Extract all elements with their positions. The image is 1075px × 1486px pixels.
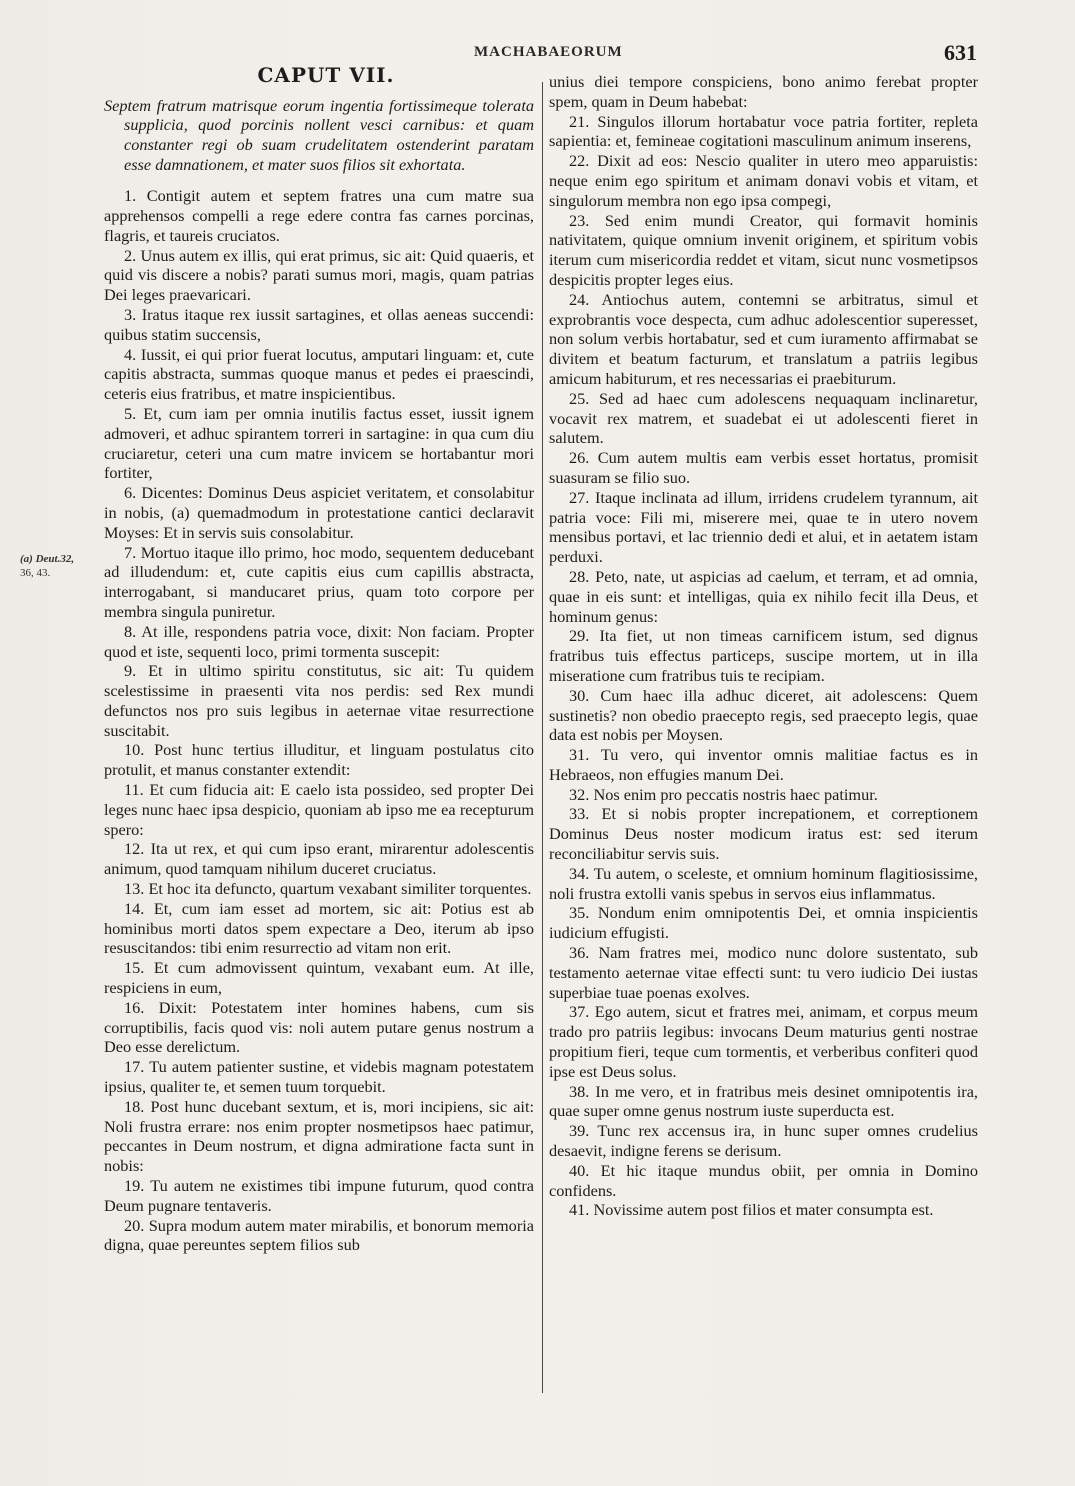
verse	[549, 1082, 978, 1122]
verse-number: 35.	[569, 903, 590, 923]
verse-number: 39.	[569, 1121, 590, 1141]
verse-text: Iussit, ei qui prior fuerat locutus, amputari linguam: et, cute capitis abstracta, summas quoque manus et pedes ei praescindi, ceteris eius fratribus, et matre inspicientibus.	[104, 344, 534, 404]
verse-number: 23.	[569, 210, 590, 230]
verse	[549, 1200, 978, 1220]
marginal-note-detail: 36, 43.	[20, 567, 51, 579]
verse-number: 29.	[569, 626, 590, 646]
verse-number: 11.	[124, 780, 144, 800]
verse-text: Nam fratres mei, modico nunc dolore sustentato, sub testamento aeternae vitae effecti sunt: tu vero iudicio Dei iustas superbiae tuae poenas exolves.	[549, 943, 978, 1002]
verse-text: Tu autem patienter sustine, et videbis magnam potestatem ipsius, qualiter te, et semen tuum torquebit.	[104, 1057, 534, 1097]
right-verse-list	[549, 112, 978, 1221]
verse	[549, 1002, 978, 1081]
verse-number: 14.	[124, 898, 145, 918]
verse-text: Dixit: Potestatem inter homines habens, cum sis corruptibilis, facis quod vis: noli autem putare genus nostrum a Deo esse derelictum.	[104, 997, 534, 1057]
verse-number: 7.	[124, 542, 137, 562]
verse-number: 21.	[569, 111, 590, 131]
verse-number: 15.	[124, 958, 145, 978]
verse-number: 27.	[569, 487, 590, 507]
verse-text: Et hoc ita defuncto, quartum vexabant similiter torquentes.	[148, 879, 532, 899]
verse	[104, 958, 534, 998]
verse-number: 37.	[569, 1002, 590, 1022]
verse	[104, 543, 534, 622]
verse	[549, 804, 978, 863]
verse-text: Tu vero, qui inventor omnis malitiae factus es in Hebraeos, non effugies manum Dei.	[549, 745, 978, 784]
verse	[549, 290, 978, 389]
verse-text: Ego autem, sicut et fratres mei, animam, et corpus meum trado pro patriis legibus: invocans Deum maturius genti nostrae propitium fieri, teque cum tormentis, et verberibus confiteri quod ipse est Deus solus.	[549, 1002, 979, 1081]
verse	[549, 567, 978, 626]
verse-number: 19.	[124, 1176, 145, 1196]
verse-text: Sed enim mundi Creator, qui formavit hominis nativitatem, quique omnium invenit originem, et spiritum vobis iterum cum misericordia reddet et vitam, sicut nunc vosmetipsos despicitis propter leges eius.	[549, 210, 978, 289]
left-column	[104, 63, 535, 1255]
verse	[549, 389, 978, 448]
verse-text: Et in ultimo spiritu constitutus, sic ait: Tu quidem scelestissime in praesenti vita nos perdis: sed Rex mundi defunctos nos pro suis legibus in aeternae vitae resurrectione suscitabit.	[104, 661, 534, 740]
verse	[104, 1216, 534, 1256]
verse-number: 6.	[124, 483, 137, 503]
verse-text: Et si nobis propter increpationem, et correptionem Dominus Deus noster modicum iratus est: sed iterum reconciliabitur servis suis.	[549, 804, 978, 864]
verse-number: 28.	[569, 566, 590, 586]
verse-number: 2.	[124, 245, 137, 265]
verse-text: Et, cum iam per omnia inutilis factus esset, iussit ignem admoveri, et adhuc spirantem torreri in sartagine: in qua cum diu cruciaretur, ceteri una cum matre invicem se hortabantur mori fortiter,	[104, 403, 534, 483]
right-column	[549, 72, 978, 1220]
verse	[104, 622, 534, 662]
verse	[549, 1121, 978, 1161]
verse-text: Peto, nate, ut aspicias ad caelum, et terram, et ad omnia, quae in eis sunt: et intelligas, quia ex nihilo fecit illa Deus, et hominum genus:	[549, 566, 978, 626]
verse-number: 34.	[569, 863, 590, 883]
chapter-title: CAPUT VII.	[257, 63, 395, 87]
verse-number: 33.	[569, 804, 590, 824]
marginal-note	[20, 552, 74, 580]
verse	[104, 998, 534, 1057]
verse-number: 36.	[569, 943, 590, 963]
verse-number: 41.	[569, 1200, 590, 1220]
verse-number: 18.	[124, 1096, 145, 1116]
verse-number: 5.	[124, 403, 137, 423]
verse	[549, 903, 978, 943]
verse	[549, 864, 978, 904]
verse-text: Mortuo itaque illo primo, hoc modo, sequentem deducebant ad illudendum: et, cute capitis eius cum capillis abstracta, interrogabant, si manducaret prius, quam toto corpore per membra singula puniretur.	[104, 542, 534, 621]
verse-number: 4.	[124, 344, 137, 364]
verse-text: Tu autem ne existimes tibi impune futurum, quod contra Deum pugnare tentaveris.	[104, 1176, 534, 1215]
chapter-summary: Septem fratrum matrisque eorum ingentia fortissimeque tolerata supplicia, quod porcinis nollent vesci carnibus: et quam constanter regi ob suam crudelitatem ostenderint paratam esse damnationem, et mater suos filios sit exhortata.	[104, 95, 534, 174]
verse	[549, 488, 978, 567]
verse-text: Contigit autem et septem fratres una cum matre sua apprehensos compelli a rege edere contra fas carnes porcinas, flagris, et taureis cruciatos.	[104, 186, 534, 245]
verse-text: Ita ut rex, et qui cum ipso erant, mirarentur adolescentis animum, quod tamquam nihilum duceret cruciatus.	[104, 839, 534, 879]
verse-number: 26.	[569, 448, 590, 468]
page-number: 631	[944, 40, 977, 65]
verse-number: 24.	[569, 289, 590, 309]
verse-text: Singulos illorum hortabatur voce patria fortiter, repleta sapientia: et, femineae cogitationi masculinum animum inserens,	[549, 111, 978, 151]
verse	[549, 745, 978, 785]
verse	[549, 1161, 978, 1201]
verse-number: 32.	[569, 784, 590, 804]
verse	[104, 246, 534, 305]
verse-number: 1.	[124, 186, 137, 206]
verse-text: Et cum fiducia ait: E caelo ista possideo, sed propter Dei leges nunc haec ipsa despicio, quoniam ab ipso me ea recepturum spero:	[104, 780, 534, 839]
verse-text: Ita fiet, ut non timeas carnificem istum, sed dignus fratribus tuis effectus particeps, suscipe mortem, ut in illa miseratione cum fratribus tuis te recipiam.	[549, 626, 978, 685]
verse	[104, 740, 534, 780]
verse	[104, 483, 534, 542]
verse	[549, 785, 978, 805]
verse	[549, 211, 978, 290]
verse	[549, 686, 978, 745]
verse-text: Tunc rex accensus ira, in hunc super omnes crudelius desaevit, indigne ferens se derisum.	[549, 1121, 978, 1161]
verse-text: At ille, respondens patria voce, dixit: Non faciam. Propter quod et iste, sequenti loco, primi tormenta suscepit:	[104, 621, 535, 661]
verse	[104, 345, 534, 404]
verse-text: Dicentes: Dominus Deus aspiciet veritatem, et consolabitur in nobis, (a) quemadmodum in protestatione cantici declaravit Moyses: Et in servis suis consolabitur.	[104, 483, 534, 542]
verse	[104, 879, 534, 899]
verse-text: Nondum enim omnipotentis Dei, et omnia inspicientis iudicium effugisti.	[549, 903, 978, 943]
running-head: MACHABAEORUM	[474, 44, 623, 60]
verse-text: Antiochus autem, contemni se arbitratus, simul et exprobrantis voce despecta, cum adhuc adolescentior superesset, non solum verbis hortabatur, sed et cum iuramento affirmabat se divitem et beatum facturum, et translatum a patriis legibus amicum habiturum, et res necessarias ei praebiturum.	[549, 289, 979, 388]
verse-number: 20.	[124, 1215, 145, 1235]
verse-text: Unus autem ex illis, qui erat primus, sic ait: Quid quaeris, et quid vis discere a nobis? parati sumus mori, magis, quam patrias Dei leges praevaricari.	[104, 245, 534, 305]
verse	[104, 1057, 534, 1097]
verse	[549, 448, 978, 488]
verse-text: Iratus itaque rex iussit sartagines, et ollas aeneas succendi: quibus statim succensis,	[104, 304, 534, 344]
verse-text: Itaque inclinata ad illum, irridens crudelem tyrannum, ait patria voce: Fili mi, miserere mei, quae te in utero novem mensibus portavi, et lac triennio dedi et alui, et in aetatem istam perduxi.	[549, 487, 978, 567]
verse	[104, 305, 534, 345]
verse-text: Cum haec illa adhuc diceret, ait adolescens: Quem sustinetis? non obedio praecepto regis, sed praecepto legis, quae data est nobis per Moysen.	[549, 685, 978, 745]
column-divider	[542, 82, 543, 1393]
verse-text: Et, cum iam esset ad mortem, sic ait: Potius est ab hominibus morti datos spem expectare a Deo, iterum ab ipso resuscitandos: tibi enim resurrectio ad vitam non erit.	[104, 898, 535, 958]
verse-text: In me vero, et in fratribus meis desinet omnipotentis ira, quae super omne genus nostrum iuste superducta est.	[549, 1081, 978, 1121]
verse-text: Dixit ad eos: Nescio qualiter in utero meo apparuistis: neque enim ego spiritum et animam donavi vobis et vitam, et singulorum membra non ego ipsa compegi,	[549, 151, 978, 210]
verse-number: 17.	[124, 1057, 145, 1077]
verse-number: 25.	[569, 388, 590, 408]
verse-text: Novissime autem post filios et mater consumpta est.	[593, 1200, 934, 1220]
verse-text: Tu autem, o sceleste, et omnium hominum flagitiosissime, noli frustra extolli vanis spebus in servos eius inflammatus.	[549, 863, 979, 903]
verse-number: 16.	[124, 997, 145, 1017]
verse-number: 30.	[569, 685, 590, 705]
verse-number: 31.	[569, 745, 590, 765]
verse-continuation: unius diei tempore conspiciens, bono animo ferebat propter spem, quam in Deum habebat:	[549, 72, 978, 111]
verse-text: Nos enim pro peccatis nostris haec patimur.	[593, 784, 878, 804]
verse-number: 10.	[124, 740, 145, 760]
verse	[104, 404, 534, 483]
verse	[549, 151, 978, 210]
verse	[104, 899, 534, 958]
verse-number: 9.	[124, 661, 137, 681]
verse-number: 13.	[124, 879, 145, 899]
verse	[104, 839, 534, 879]
verse-text: Et cum admovissent quintum, vexabant eum. At ille, respiciens in eum,	[104, 958, 534, 998]
verse	[549, 626, 978, 685]
verse	[104, 661, 534, 740]
verse-number: 3.	[124, 304, 137, 324]
verse-text: Post hunc tertius illuditur, et linguam postulatus cito protulit, et manus constanter extendit:	[104, 740, 534, 780]
verse	[104, 780, 534, 839]
marginal-note-ref: (a) Deut.32,	[20, 553, 75, 565]
verse-number: 22.	[569, 151, 590, 171]
verse	[104, 186, 534, 245]
verse-text: Post hunc ducebant sextum, et is, mori incipiens, sic ait: Noli frustra errare: nos enim propter nosmetipsos haec patimur, peccantes in Deum nostrum, et digna admiratione facta sunt in nobis:	[104, 1096, 534, 1176]
left-verse-list	[104, 186, 534, 1255]
verse	[549, 112, 978, 152]
verse	[104, 1176, 534, 1216]
verse	[104, 1097, 534, 1176]
verse-text: Et hic itaque mundus obiit, per omnia in Domino confidens.	[549, 1160, 978, 1200]
verse-text: Cum autem multis eam verbis esset hortatus, promisit suasuram se filio suo.	[549, 448, 978, 487]
verse-number: 8.	[124, 621, 137, 641]
verse-number: 40.	[569, 1160, 590, 1180]
verse	[549, 943, 978, 1002]
verse-number: 38.	[569, 1081, 590, 1101]
verse-text: Sed ad haec cum adolescens nequaquam inclinaretur, vocavit rex matrem, et suadebat ei ut adolescenti fieret in salutem.	[549, 388, 978, 448]
verse-number: 12.	[124, 839, 145, 859]
verse-text: Supra modum autem mater mirabilis, et bonorum memoria digna, quae pereuntes septem filios sub	[104, 1215, 534, 1255]
